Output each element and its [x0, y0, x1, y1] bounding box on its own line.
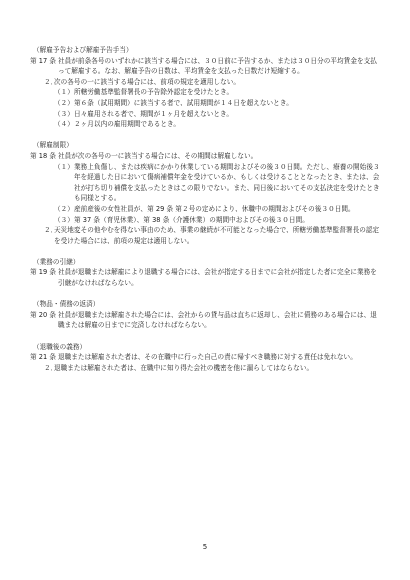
item-text: 業務上負傷し、または疾病にかかり休業している期間およびその後３０日間。ただし、療養の開始後３年を経過した日において傷病補償年金を受けているか、もしくは受けることとなったとき、または、会社が打ち切り補償を支払ったときはこの限りでない。また、同日後においてその支払決定を受けたときも同様とする。	[74, 162, 380, 203]
paragraph-text: 退職または解雇された者は、在職中に知り得た会社の機密を他に漏らしてはならない。	[54, 363, 314, 372]
item-number: （３）	[54, 215, 74, 224]
item-number: （３）	[54, 109, 74, 118]
paragraph	[44, 77, 380, 88]
section-heading: （解雇予告および解雇予告手当）	[33, 46, 133, 54]
item-text: 第６条（試用期間）に該当する者で、試用期間が１４日を超えないとき。	[74, 98, 293, 107]
article-text: 退職または解雇された者は、その在職中に行った自己の責に帰すべき職務に対する責任は免れない。	[58, 353, 357, 362]
item-number: （１）	[54, 88, 74, 97]
item-number: （２）	[54, 98, 74, 107]
article-20	[30, 310, 380, 331]
article-number: 第 18 条	[30, 151, 57, 160]
article-18	[30, 151, 380, 162]
article-text: 社員が退職または解雇された場合には、会社からの貸与品は直ちに返却し、会社に債務のある場合には、退職または解雇の日までに完済しなければならない。	[58, 310, 377, 330]
article-text: 社員が次の各号の一に該当する場合には、その期間は解雇しない。	[58, 151, 258, 160]
article-20-section	[30, 299, 380, 331]
section-spacer	[30, 130, 380, 141]
article-text: 社員が退職または解雇により退職する場合には、会社が指定する日までに会社が指定した者に完全に業務を引継がなければならない。	[58, 268, 377, 288]
document-body	[30, 45, 380, 373]
article-number: 第 19 条	[30, 268, 57, 277]
list-item	[54, 109, 380, 120]
article-19-section	[30, 257, 380, 289]
article-17	[30, 56, 380, 77]
article-21	[30, 352, 380, 363]
section-heading: （業務の引継）	[33, 257, 80, 266]
page-number: 5	[202, 543, 208, 551]
list-item	[54, 119, 380, 130]
item-text: 所轄労働基準監督署長の予告除外認定を受けたとき。	[74, 88, 234, 97]
article-number: 第 21 条	[30, 353, 57, 362]
section-spacer	[30, 289, 380, 300]
section-spacer	[30, 246, 380, 257]
article-17-section	[30, 45, 380, 130]
paragraph-number: ２．	[44, 226, 58, 235]
paragraph-text: 次の各号の一に該当する場合には、前項の規定を適用しない。	[54, 77, 241, 86]
article-number: 第 20 条	[30, 310, 57, 319]
item-text: 産前産後の女性社員が、第 29 条 第２号の定めにより、休職中の期間およびその後３０日間。	[74, 204, 355, 213]
section-spacer	[30, 331, 380, 342]
list-item	[54, 204, 380, 215]
paragraph	[44, 363, 380, 374]
paragraph-number: ２．	[44, 363, 58, 372]
section-heading: （物品・債務の返済）	[33, 300, 100, 309]
paragraph-number: ２．	[44, 77, 58, 86]
article-21-section	[30, 342, 380, 374]
list-item	[54, 162, 380, 204]
article-text: 社員が前条各号のいずれかに該当する場合には、３０日前に予告するか、または３０日分の平均賃金を支払って解雇する。なお、解雇予告の日数は、平均賃金を支払った日数だけ短縮する。	[58, 56, 377, 76]
section-heading: （解雇制限）	[33, 141, 73, 150]
list-item	[54, 87, 380, 98]
item-number: （１）	[54, 162, 74, 171]
list-item	[54, 215, 380, 226]
item-text: 第 37 条（育児休業）、第 38 条（介護休業）の期間中およびその後３０日間。	[74, 215, 309, 224]
paragraph	[44, 225, 380, 246]
article-number: 第 17 条	[30, 56, 57, 65]
item-number: （４）	[54, 120, 74, 129]
item-number: （２）	[54, 204, 74, 213]
article-19	[30, 267, 380, 288]
article-18-section	[30, 140, 380, 246]
item-text: ２ヶ月以内の雇用期間であるとき。	[74, 120, 181, 129]
list-item	[54, 98, 380, 109]
section-heading: （退職後の義務）	[33, 342, 87, 351]
item-text: 日々雇用される者で、期間が１ヶ月を超えないとき。	[74, 109, 234, 118]
paragraph-text: 天災地変その他やむを得ない事由のため、事業の継続が不可能となった場合で、所轄労働基準監督署長の認定を受けた場合には、前項の規定は適用しない。	[54, 226, 380, 245]
